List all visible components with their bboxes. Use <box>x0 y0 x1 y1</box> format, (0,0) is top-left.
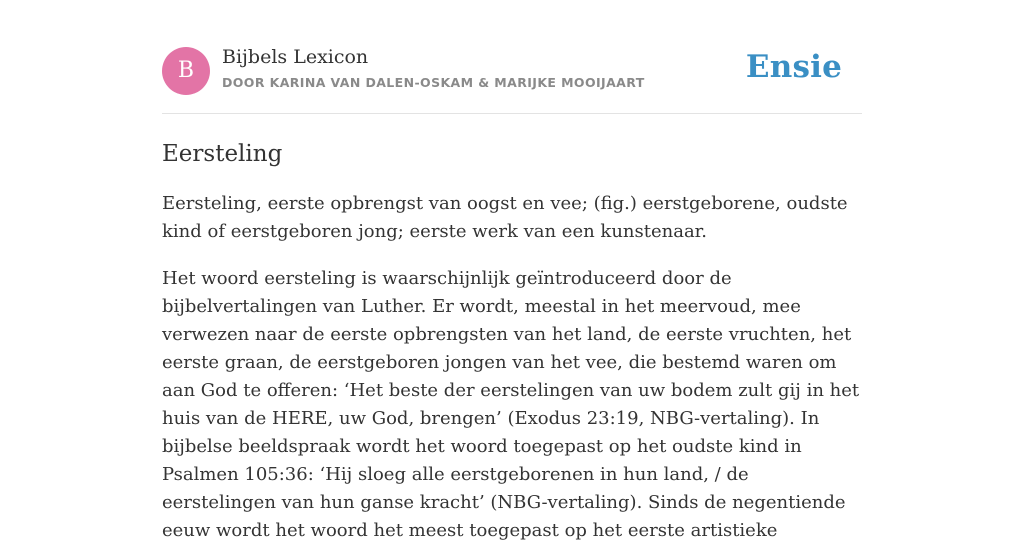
entry-definition: Eersteling, eerste opbrengst van oogst en vee; (fig.) eerstgeborene, oudste kind of eerstgeboren jong; eerste werk van een kunstenaar. <box>162 193 848 242</box>
lexicon-authors: DOOR KARINA VAN DALEN-OSKAM & MARIJKE MOOIJAART <box>222 75 645 90</box>
lexicon-header <box>162 0 862 114</box>
content-column <box>162 0 862 545</box>
entry-body-paragraph: Het woord eersteling is waarschijnlijk geïntroduceerd door de bijbelvertalingen van Luther. Er wordt, meestal in het meervoud, mee verwezen naar de eerste opbrengsten van het land, de eerste vruchten, het eerste graan, de eerstgeboren jongen van het vee, die bestemd waren om aan God te offeren: ‘Het beste der eerstelingen van uw bodem zult gij in het huis van de HERE, uw God, brengen’ (Exodus 23:19, NBG-vertaling). In bijbelse beeldspraak wordt het woord toegepast op het oudste kind in Psalmen 105:36: ‘Hij sloeg alle eerstgeborenen in hun land, / de eerstelingen van hun ganse kracht’ (NBG-vertaling). Sinds de negentiende eeuw wordt het woord het meest toegepast op het eerste artistieke <box>162 268 860 541</box>
lexicon-title-link[interactable]: Bijbels Lexicon <box>222 46 369 68</box>
lexicon-avatar[interactable]: B <box>162 47 210 95</box>
ensie-logo[interactable]: Ensie <box>745 49 842 85</box>
entry-title: Eersteling <box>162 141 283 167</box>
